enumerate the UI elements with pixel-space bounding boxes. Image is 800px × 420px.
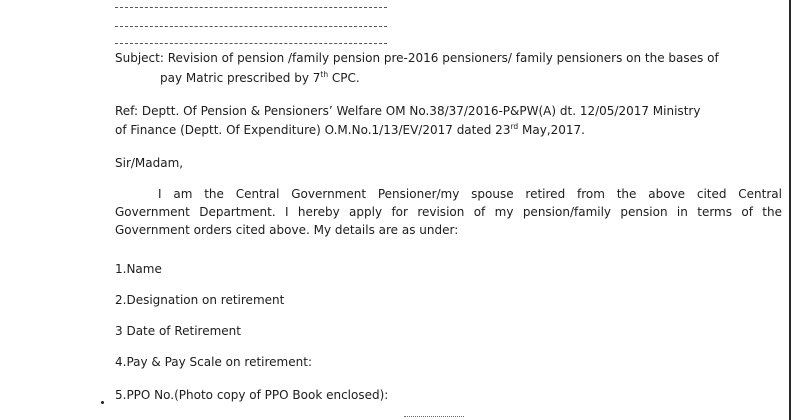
field-name-label: 1.Name [115, 262, 162, 276]
address-blank-line [115, 7, 387, 8]
address-blank-line [115, 26, 387, 27]
field-retirement-date-label: 3 Date of Retirement [115, 324, 241, 338]
reference-line-2: of Finance (Deptt. Of Expenditure) O.M.No.1/13/EV/2017 dated 23rd May,2017. [115, 122, 585, 137]
field-ppo-number-label: 5.PPO No.(Photo copy of PPO Book enclosed): [115, 388, 389, 402]
address-blank-line [115, 43, 387, 44]
field-pay-scale-label: 4.Pay & Pay Scale on retirement: [115, 355, 312, 369]
salutation: Sir/Madam, [115, 156, 184, 170]
body-line-1: I am the Central Government Pensioner/my spouse retired from the above cited Central [158, 187, 782, 201]
body-line-2: Government Department. I hereby apply for revision of my pension/family pension in terms of the [115, 205, 782, 219]
scan-speck [101, 401, 104, 404]
subject-line-2: pay Matric prescribed by 7th CPC. [160, 70, 360, 85]
body-line-3: Government orders cited above. My details are as under: [115, 223, 459, 237]
reference-line-1: Ref: Deptt. Of Pension & Pensioners’ Welfare OM No.38/37/2016-P&PW(A) dt. 12/05/2017 Ministry [115, 104, 701, 118]
subject-line-1: Subject: Revision of pension /family pension pre-2016 pensioners/ family pensioners on the bases of [115, 51, 719, 65]
scan-edge-border [789, 0, 791, 420]
field-designation-label: 2.Designation on retirement [115, 293, 285, 307]
cut-off-next-line [404, 414, 464, 420]
